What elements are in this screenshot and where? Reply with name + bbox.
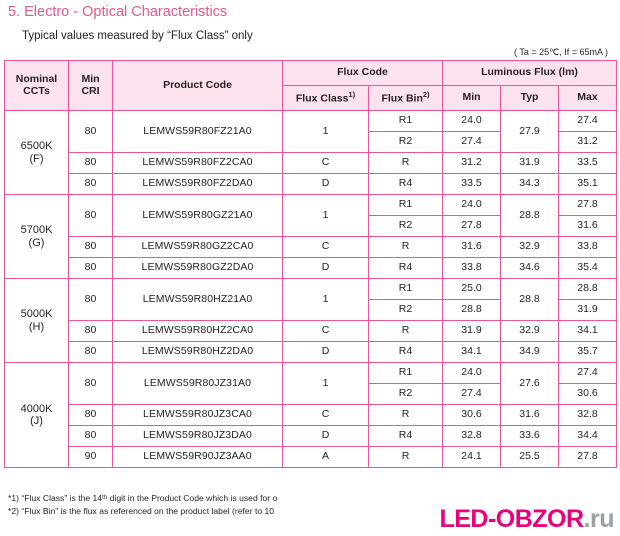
cell-flux-min: 30.6 — [443, 405, 501, 426]
table-row — [5, 237, 617, 258]
footnote-2: *2) “Flux Bin” is the flux as referenced on the product label (refer to 10 — [8, 506, 275, 517]
cell-flux-bin: R2 — [369, 216, 443, 237]
column-header-min-cri — [69, 61, 113, 111]
cell-min-cri: 80 — [69, 195, 113, 237]
column-header-nominal-ccts — [5, 61, 69, 111]
cell-flux-bin: R — [369, 321, 443, 342]
cell-min-cri: 80 — [69, 342, 113, 363]
cell-flux-max: 28.8 — [559, 279, 617, 300]
cell-flux-bin: R4 — [369, 426, 443, 447]
cell-min-cri: 80 — [69, 174, 113, 195]
cell-flux-max: 27.4 — [559, 363, 617, 384]
cell-product-code: LEMWS59R80HZ2DA0 — [113, 342, 283, 363]
cell-flux-min: 33.8 — [443, 258, 501, 279]
column-header-min: Min — [443, 86, 501, 111]
cell-flux-bin: R — [369, 447, 443, 468]
cell-product-code: LEMWS59R80FZ2CA0 — [113, 153, 283, 174]
cct-group-cell — [5, 363, 69, 468]
cell-flux-bin: R4 — [369, 174, 443, 195]
cell-min-cri: 80 — [69, 258, 113, 279]
cell-flux-class: D — [283, 258, 369, 279]
cell-flux-class: 1 — [283, 111, 369, 153]
cell-flux-max: 27.4 — [559, 111, 617, 132]
cell-flux-max: 35.1 — [559, 174, 617, 195]
cell-product-code: LEMWS59R80JZ31A0 — [113, 363, 283, 405]
cell-product-code: LEMWS59R80FZ2DA0 — [113, 174, 283, 195]
watermark-brand: LED-OBZOR — [439, 505, 584, 533]
cell-min-cri: 80 — [69, 426, 113, 447]
cell-flux-class: D — [283, 426, 369, 447]
table-row — [5, 279, 617, 300]
table-row — [5, 405, 617, 426]
cell-product-code: LEMWS59R80GZ2CA0 — [113, 237, 283, 258]
table-row — [5, 426, 617, 447]
cell-flux-class: D — [283, 342, 369, 363]
cell-flux-class: C — [283, 405, 369, 426]
cell-flux-max: 34.1 — [559, 321, 617, 342]
cell-product-code: LEMWS59R80JZ3DA0 — [113, 426, 283, 447]
cell-product-code: LEMWS59R80GZ2DA0 — [113, 258, 283, 279]
electro-optical-table — [4, 60, 617, 468]
cell-flux-bin: R4 — [369, 258, 443, 279]
cell-flux-class: C — [283, 153, 369, 174]
page-title: 5. Electro - Optical Characteristics — [8, 4, 228, 20]
cell-min-cri: 80 — [69, 153, 113, 174]
column-header-flux-bin — [369, 86, 443, 111]
table-row — [5, 363, 617, 384]
cell-flux-min: 24.0 — [443, 195, 501, 216]
cell-flux-min: 31.9 — [443, 321, 501, 342]
table-row — [5, 258, 617, 279]
cell-flux-class: D — [283, 174, 369, 195]
cell-flux-bin: R1 — [369, 279, 443, 300]
cell-flux-class: 1 — [283, 363, 369, 405]
cell-min-cri: 90 — [69, 447, 113, 468]
table-row — [5, 174, 617, 195]
cell-flux-min: 31.6 — [443, 237, 501, 258]
min-cri-line2: CRI — [81, 84, 100, 97]
cell-min-cri: 80 — [69, 363, 113, 405]
cell-flux-typ: 28.8 — [501, 279, 559, 321]
cell-flux-max: 33.5 — [559, 153, 617, 174]
cell-flux-max: 32.8 — [559, 405, 617, 426]
table-row — [5, 342, 617, 363]
cell-flux-bin: R4 — [369, 342, 443, 363]
table-row — [5, 153, 617, 174]
cell-flux-min: 24.0 — [443, 111, 501, 132]
cell-flux-max: 31.2 — [559, 132, 617, 153]
table-row — [5, 195, 617, 216]
cell-flux-max: 35.4 — [559, 258, 617, 279]
table-row — [5, 321, 617, 342]
cell-flux-bin: R — [369, 237, 443, 258]
cell-flux-class: C — [283, 321, 369, 342]
cell-flux-min: 33.5 — [443, 174, 501, 195]
cell-flux-typ: 32.9 — [501, 237, 559, 258]
cct-line1: 5700K — [20, 224, 53, 237]
cell-flux-typ: 28.8 — [501, 195, 559, 237]
test-condition-note: ( Ta = 25℃, If = 65mA ) — [514, 47, 608, 57]
cell-flux-typ: 33.6 — [501, 426, 559, 447]
cell-product-code: LEMWS59R80HZ2CA0 — [113, 321, 283, 342]
cell-min-cri: 80 — [69, 405, 113, 426]
cell-flux-max: 27.8 — [559, 447, 617, 468]
cell-flux-min: 31.2 — [443, 153, 501, 174]
cell-flux-max: 31.9 — [559, 300, 617, 321]
cct-line2: (F) — [29, 152, 44, 165]
cell-product-code: LEMWS59R80FZ21A0 — [113, 111, 283, 153]
column-group-header-luminous-flux: Luminous Flux (lm) — [443, 61, 617, 86]
cell-flux-max: 33.8 — [559, 237, 617, 258]
cell-flux-max: 30.6 — [559, 384, 617, 405]
watermark — [439, 505, 614, 534]
cell-product-code: LEMWS59R80HZ21A0 — [113, 279, 283, 321]
cell-flux-max: 31.6 — [559, 216, 617, 237]
column-header-max: Max — [559, 86, 617, 111]
cell-flux-class: C — [283, 237, 369, 258]
cell-min-cri: 80 — [69, 321, 113, 342]
cell-flux-max: 34.4 — [559, 426, 617, 447]
cell-flux-bin: R1 — [369, 363, 443, 384]
cell-min-cri: 80 — [69, 237, 113, 258]
flux-class-footnote-marker: 1) — [348, 89, 356, 99]
flux-class-label: Flux Class — [295, 92, 349, 105]
cell-flux-min: 27.4 — [443, 132, 501, 153]
footnotes — [8, 492, 277, 519]
cell-flux-bin: R1 — [369, 195, 443, 216]
cell-flux-min: 24.0 — [443, 363, 501, 384]
cell-min-cri: 80 — [69, 111, 113, 153]
min-cri-line1: Min — [81, 72, 100, 85]
cell-flux-typ: 34.9 — [501, 342, 559, 363]
cell-flux-min: 34.1 — [443, 342, 501, 363]
cell-flux-min: 32.8 — [443, 426, 501, 447]
cell-flux-bin: R1 — [369, 111, 443, 132]
cell-flux-class: A — [283, 447, 369, 468]
footnote-1: *1) “Flux Class” is the 14ᵗʰ digit in the Product Code which is used for o — [8, 493, 278, 503]
nominal-ccts-line2: CCTs — [23, 84, 50, 97]
cell-flux-bin: R — [369, 405, 443, 426]
cell-flux-min: 27.8 — [443, 216, 501, 237]
cct-line1: 5000K — [20, 308, 53, 321]
cell-product-code: LEMWS59R80JZ3CA0 — [113, 405, 283, 426]
cell-flux-max: 27.8 — [559, 195, 617, 216]
cct-line1: 4000K — [20, 402, 53, 415]
table-header — [5, 61, 617, 111]
watermark-tld: .ru — [583, 505, 614, 533]
cell-product-code: LEMWS59R80GZ21A0 — [113, 195, 283, 237]
cell-flux-min: 28.8 — [443, 300, 501, 321]
cell-flux-bin: R — [369, 153, 443, 174]
cell-flux-min: 24.1 — [443, 447, 501, 468]
cell-flux-bin: R2 — [369, 300, 443, 321]
page-subtitle: Typical values measured by “Flux Class” only — [22, 30, 253, 42]
flux-bin-footnote-marker: 2) — [422, 89, 430, 99]
cell-flux-bin: R2 — [369, 384, 443, 405]
cell-flux-typ: 27.9 — [501, 111, 559, 153]
cct-line1: 6500K — [20, 140, 53, 153]
cct-line2: (J) — [30, 415, 43, 427]
cell-flux-typ: 27.6 — [501, 363, 559, 405]
cct-line2: (G) — [28, 236, 45, 249]
cell-flux-typ: 31.6 — [501, 405, 559, 426]
cell-flux-class: 1 — [283, 279, 369, 321]
cell-product-code: LEMWS59R90JZ3AA0 — [113, 447, 283, 468]
column-header-flux-class — [283, 86, 369, 111]
cell-flux-class: 1 — [283, 195, 369, 237]
cell-flux-min: 27.4 — [443, 384, 501, 405]
table-row — [5, 447, 617, 468]
table-body — [5, 111, 617, 468]
cell-flux-typ: 25.5 — [501, 447, 559, 468]
cct-group-cell — [5, 279, 69, 363]
cell-flux-typ: 31.9 — [501, 153, 559, 174]
column-header-product-code: Product Code — [113, 61, 283, 111]
flux-bin-label: Flux Bin — [381, 92, 423, 105]
nominal-ccts-line1: Nominal — [15, 72, 58, 85]
cell-flux-typ: 34.3 — [501, 174, 559, 195]
cell-flux-typ: 34.6 — [501, 258, 559, 279]
cell-flux-max: 35.7 — [559, 342, 617, 363]
table-row — [5, 111, 617, 132]
cell-flux-min: 25.0 — [443, 279, 501, 300]
cell-min-cri: 80 — [69, 279, 113, 321]
column-header-typ: Typ — [501, 86, 559, 111]
column-group-header-flux-code: Flux Code — [283, 61, 443, 86]
cct-group-cell — [5, 195, 69, 279]
cell-flux-typ: 32.9 — [501, 321, 559, 342]
cct-line2: (H) — [28, 320, 45, 333]
cell-flux-bin: R2 — [369, 132, 443, 153]
cct-group-cell — [5, 111, 69, 195]
